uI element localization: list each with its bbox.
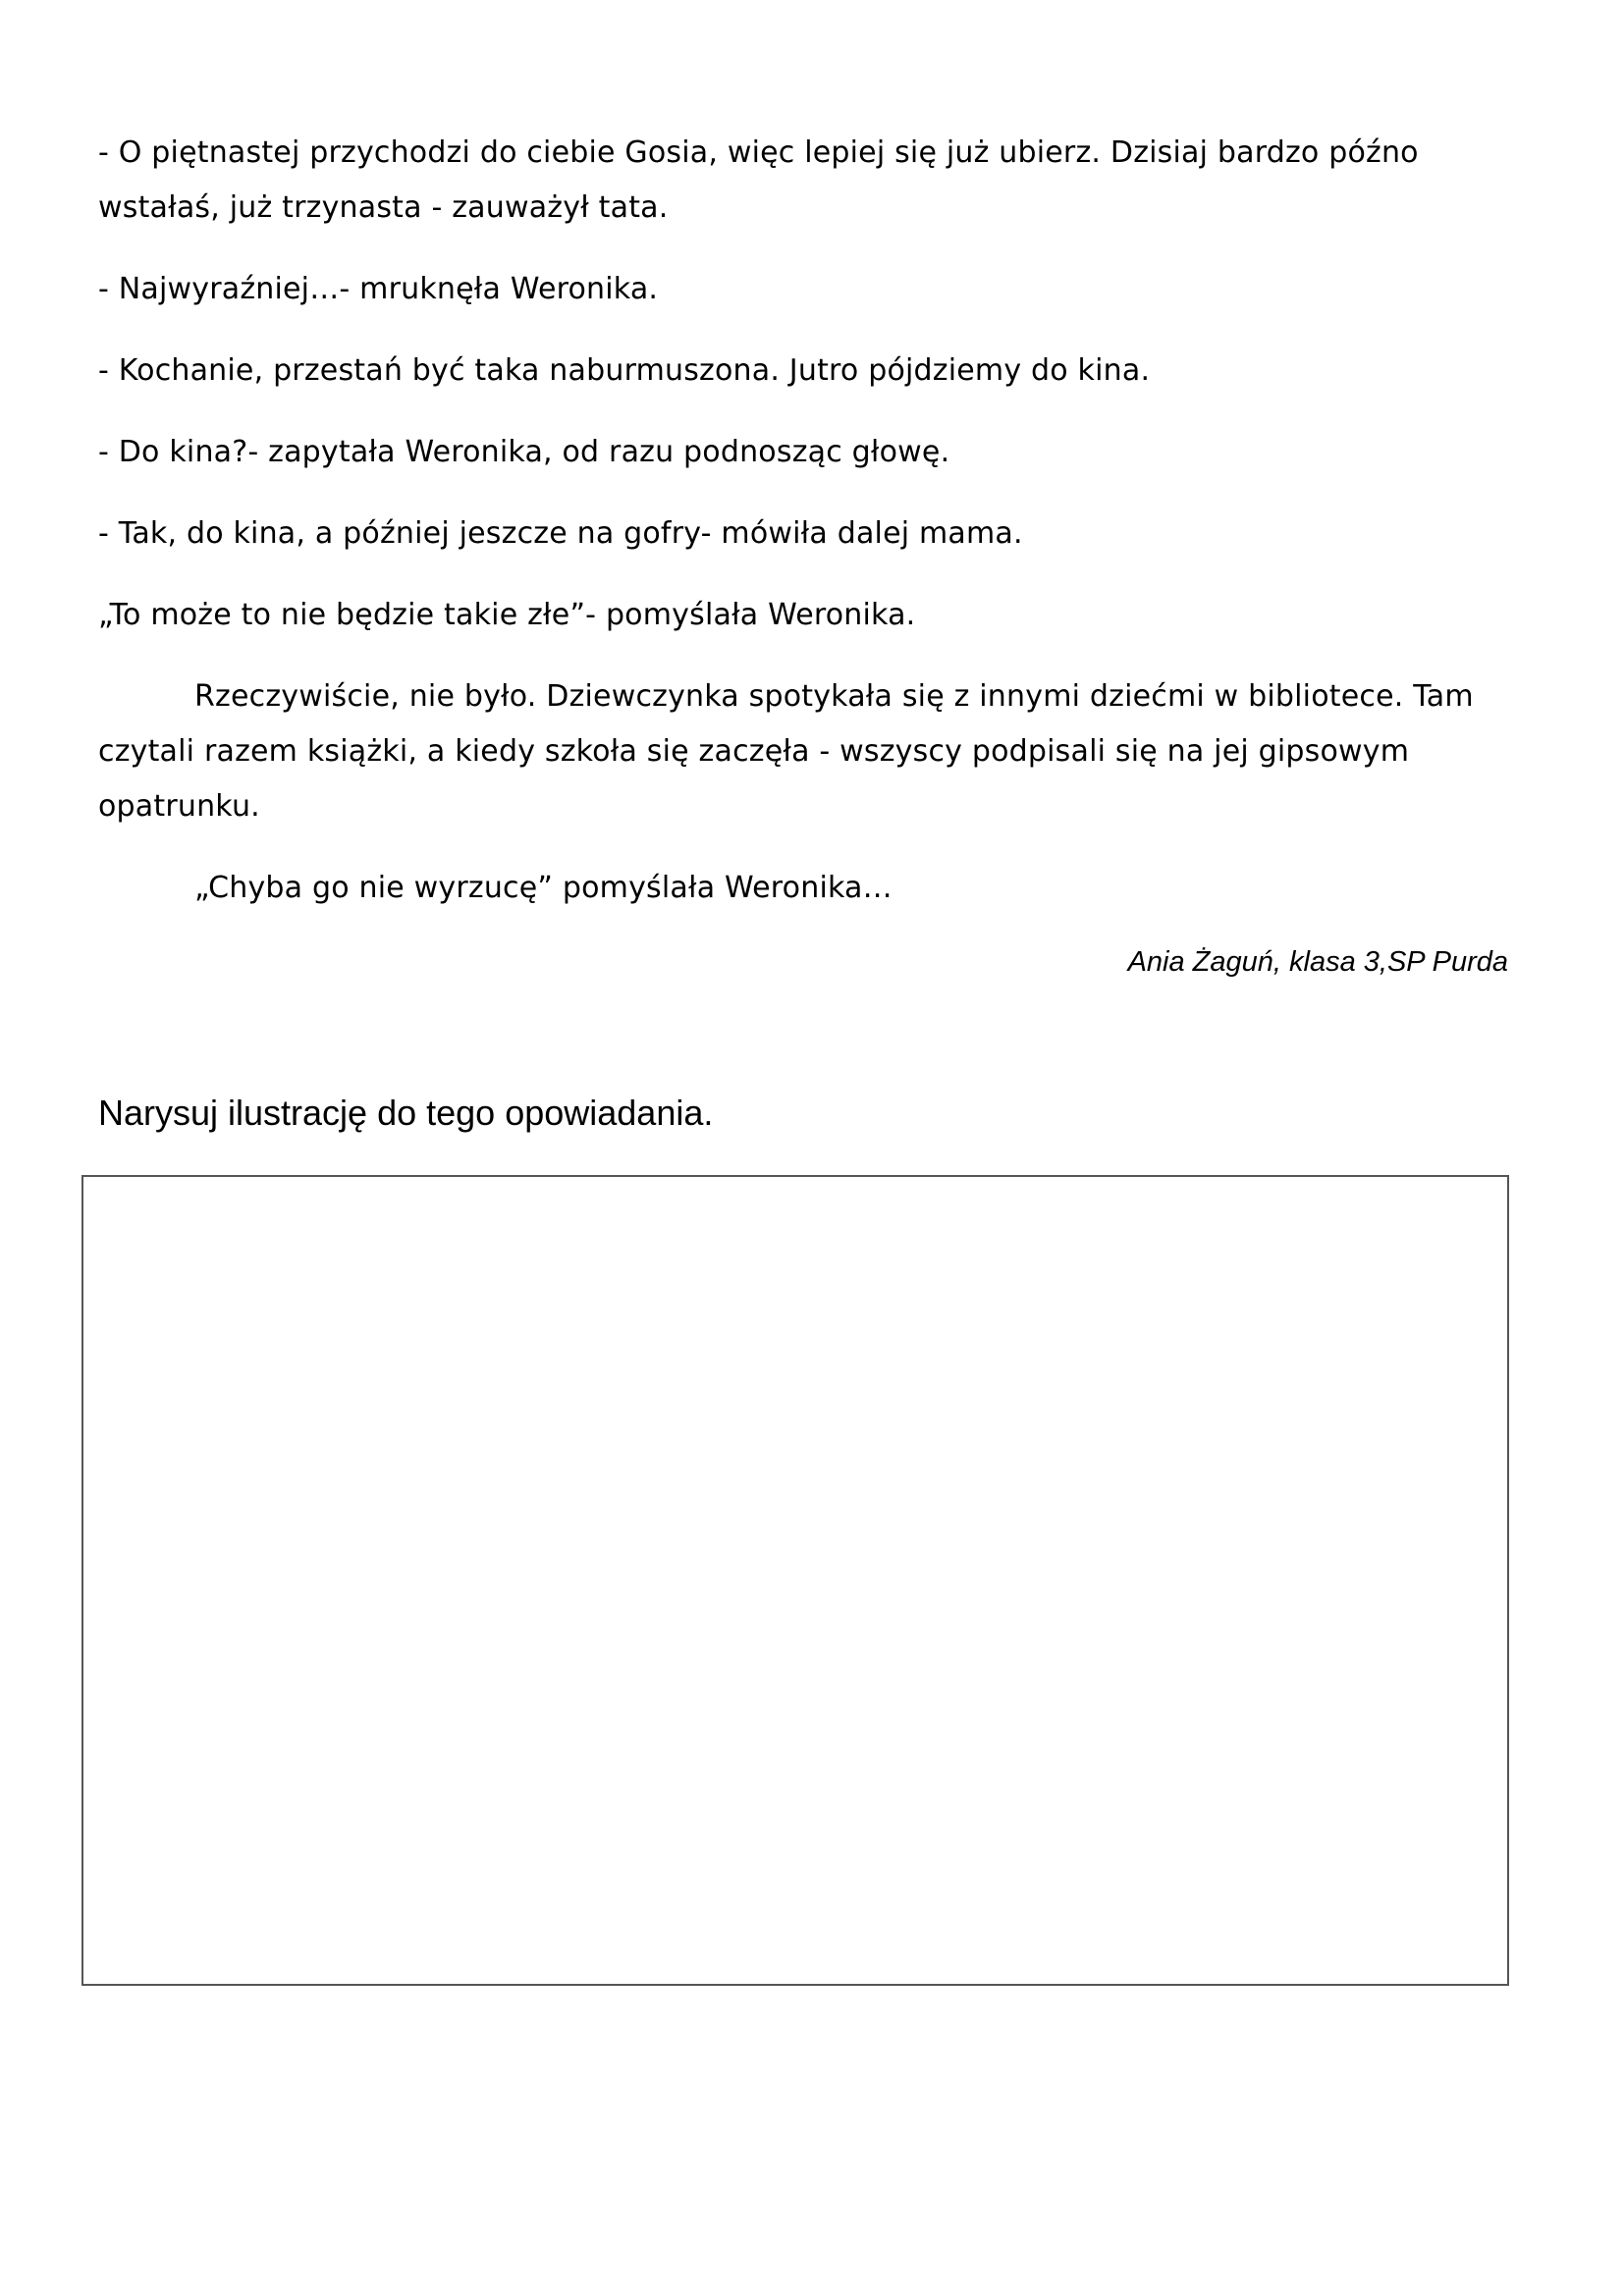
task-instruction: Narysuj ilustrację do tego opowiadania. <box>98 1093 714 1133</box>
drawing-area[interactable] <box>81 1175 1509 1986</box>
story-text <box>98 126 1512 942</box>
story-paragraph: „To może to nie będzie takie złe”- pomyślała Weronika. <box>98 598 916 632</box>
story-paragraph: „Chyba go nie wyrzucę” pomyślała Weronika… <box>194 871 893 905</box>
story-paragraph: - O piętnastej przychodzi do ciebie Gosia, więc lepiej się już ubierz. Dzisiaj bardzo późno wstałaś, już trzynasta - zauważył tata. <box>98 135 1419 225</box>
story-paragraph: Rzeczywiście, nie było. Dziewczynka spotykała się z innymi dziećmi w bibliotece. Tam czytali razem książki, a kiedy szkoła się zaczęła - wszyscy podpisali się na jej gipsowym opatrunku. <box>98 679 1474 824</box>
story-paragraph: - Najwyraźniej…- mruknęła Weronika. <box>98 272 659 306</box>
story-paragraph: - Kochanie, przestań być taka naburmuszona. Jutro pójdziemy do kina. <box>98 353 1151 388</box>
story-paragraph: - Do kina?- zapytała Weronika, od razu podnosząc głowę. <box>98 435 950 469</box>
story-paragraph: - Tak, do kina, a później jeszcze na gofry- mówiła dalej mama. <box>98 516 1023 551</box>
author-signature: Ania Żaguń, klasa 3,SP Purda <box>1127 946 1508 978</box>
